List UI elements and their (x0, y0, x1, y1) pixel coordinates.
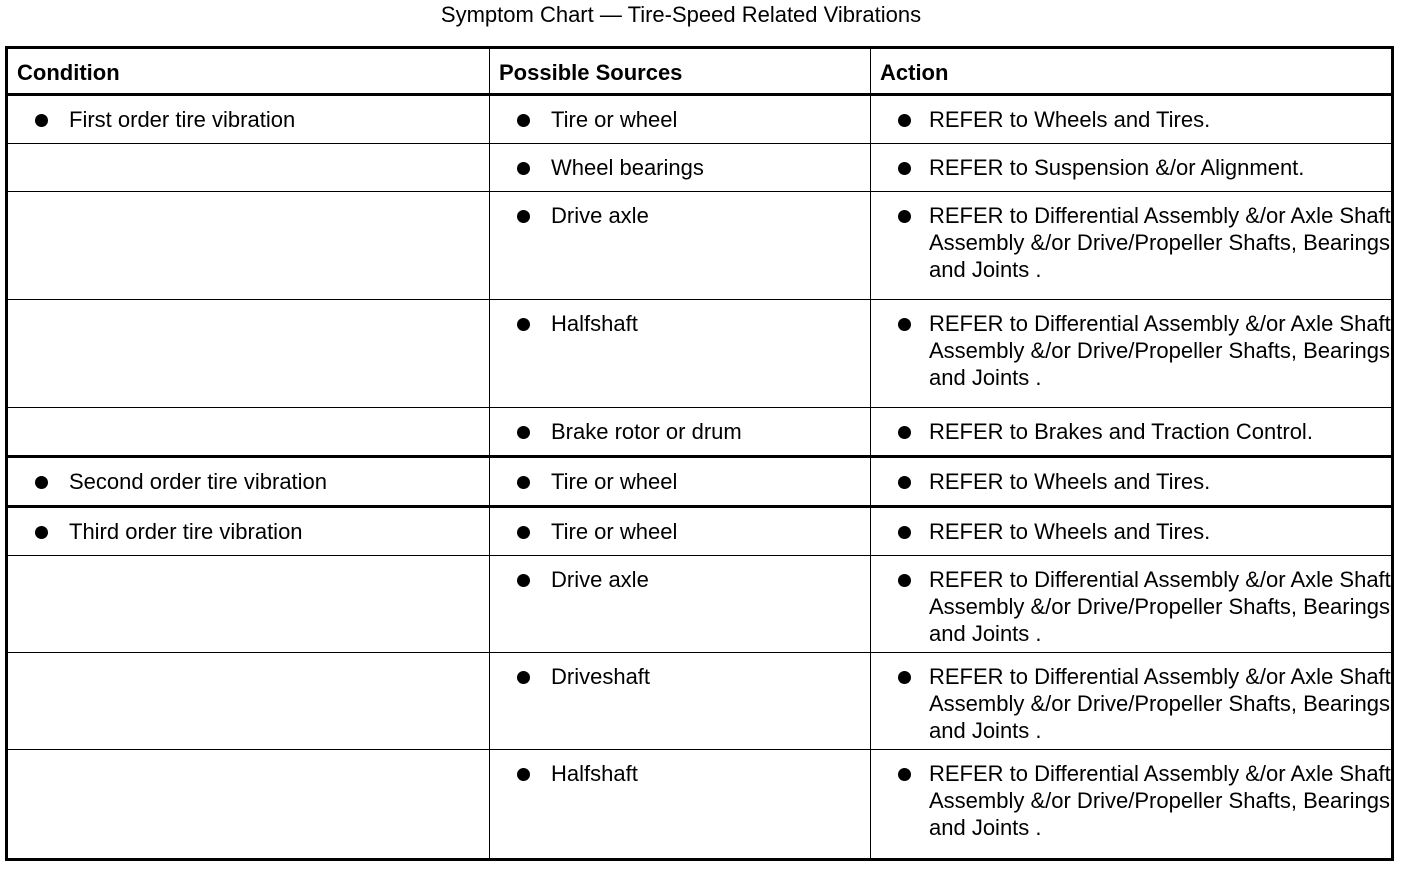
action-text: REFER to Wheels and Tires. (929, 519, 1211, 544)
bullet-icon (898, 476, 911, 489)
condition-text: Third order tire vibration (69, 519, 303, 544)
action-cell (871, 457, 1393, 507)
source-cell (490, 95, 871, 144)
bullet-icon (898, 318, 911, 331)
action-text: REFER to Differential Assembly &/or Axle Shaft Assembly &/or Drive/Propeller Shafts, Bearings and Joints . (929, 311, 1391, 390)
source-cell (490, 192, 871, 300)
source-cell (490, 408, 871, 457)
source-cell (490, 457, 871, 507)
condition-cell (7, 653, 490, 750)
condition-cell (7, 95, 490, 144)
source-cell (490, 653, 871, 750)
table-row (7, 457, 1393, 507)
action-cell (871, 653, 1393, 750)
condition-cell (7, 192, 490, 300)
action-cell (871, 556, 1393, 653)
condition-cell (7, 507, 490, 556)
action-cell (871, 300, 1393, 408)
action-text: REFER to Suspension &/or Alignment. (929, 155, 1305, 180)
condition-cell (7, 556, 490, 653)
symptom-table (5, 46, 1394, 861)
header-action: Action (871, 48, 1393, 95)
table-row (7, 750, 1393, 860)
table-row (7, 408, 1393, 457)
action-cell (871, 750, 1393, 860)
source-text: Halfshaft (551, 761, 638, 786)
bullet-icon (898, 574, 911, 587)
table-row (7, 192, 1393, 300)
chart-title: Symptom Chart — Tire-Speed Related Vibrations (440, 2, 922, 27)
source-text: Brake rotor or drum (551, 419, 742, 444)
condition-cell (7, 300, 490, 408)
bullet-icon (517, 318, 530, 331)
action-cell (871, 192, 1393, 300)
bullet-icon (517, 671, 530, 684)
bullet-icon (898, 426, 911, 439)
condition-text: Second order tire vibration (69, 469, 328, 494)
source-text: Tire or wheel (551, 519, 678, 544)
bullet-icon (35, 114, 48, 127)
source-text: Drive axle (551, 203, 649, 228)
action-text: REFER to Differential Assembly &/or Axle Shaft Assembly &/or Drive/Propeller Shafts, Bearings and Joints . (929, 761, 1391, 840)
bullet-icon (517, 768, 530, 781)
action-cell (871, 144, 1393, 192)
source-text: Tire or wheel (551, 469, 678, 494)
bullet-icon (517, 114, 530, 127)
condition-text: First order tire vibration (69, 107, 296, 132)
table-row (7, 95, 1393, 144)
source-text: Drive axle (551, 567, 649, 592)
table-row (7, 653, 1393, 750)
source-cell (490, 556, 871, 653)
action-text: REFER to Differential Assembly &/or Axle Shaft Assembly &/or Drive/Propeller Shafts, Bearings and Joints . (929, 664, 1391, 743)
source-text: Halfshaft (551, 311, 638, 336)
bullet-icon (898, 210, 911, 223)
bullet-icon (898, 526, 911, 539)
bullet-icon (898, 768, 911, 781)
source-cell (490, 750, 871, 860)
action-text: REFER to Brakes and Traction Control. (929, 419, 1313, 444)
bullet-icon (517, 162, 530, 175)
condition-cell (7, 144, 490, 192)
bullet-icon (898, 671, 911, 684)
bullet-icon (35, 526, 48, 539)
bullet-icon (35, 476, 48, 489)
bullet-icon (517, 210, 530, 223)
source-text: Driveshaft (551, 664, 651, 689)
table-header-row (7, 48, 1393, 95)
table-row (7, 300, 1393, 408)
action-text: REFER to Differential Assembly &/or Axle Shaft Assembly &/or Drive/Propeller Shafts, Bearings and Joints . (929, 567, 1391, 646)
source-cell (490, 507, 871, 556)
header-possible-sources: Possible Sources (490, 48, 871, 95)
action-cell (871, 507, 1393, 556)
source-cell (490, 300, 871, 408)
header-condition: Condition (7, 48, 490, 95)
bullet-icon (517, 574, 530, 587)
source-cell (490, 144, 871, 192)
condition-cell (7, 750, 490, 860)
table-row (7, 556, 1393, 653)
bullet-icon (898, 162, 911, 175)
bullet-icon (517, 476, 530, 489)
action-cell (871, 408, 1393, 457)
action-cell (871, 95, 1393, 144)
action-text: REFER to Wheels and Tires. (929, 107, 1211, 132)
bullet-icon (517, 526, 530, 539)
table-row (7, 144, 1393, 192)
source-text: Tire or wheel (551, 107, 678, 132)
condition-cell (7, 457, 490, 507)
bullet-icon (517, 426, 530, 439)
condition-cell (7, 408, 490, 457)
table-row (7, 507, 1393, 556)
source-text: Wheel bearings (551, 155, 704, 180)
action-text: REFER to Wheels and Tires. (929, 469, 1211, 494)
action-text: REFER to Differential Assembly &/or Axle Shaft Assembly &/or Drive/Propeller Shafts, Bearings and Joints . (929, 203, 1391, 282)
bullet-icon (898, 114, 911, 127)
